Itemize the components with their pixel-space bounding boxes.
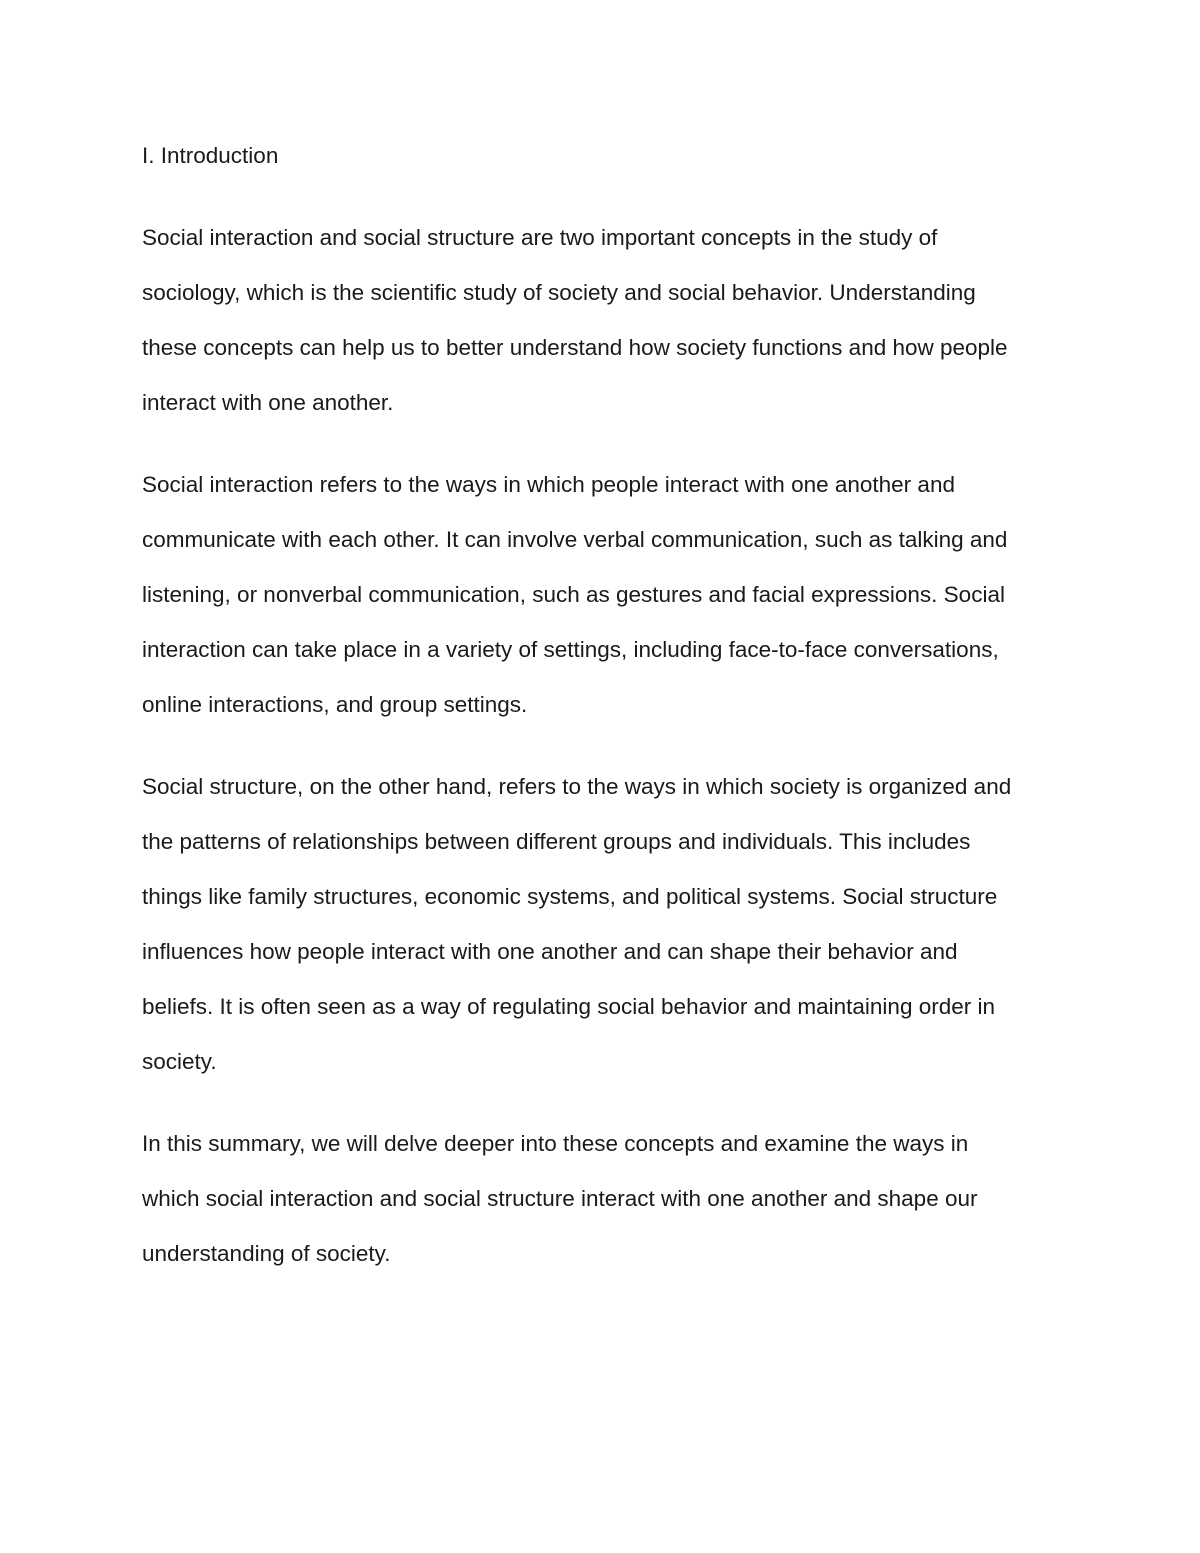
paragraph-line: beliefs. It is often seen as a way of regulating social behavior and maintaining order in: [142, 994, 996, 1019]
paragraph-line: the patterns of relationships between different groups and individuals. This includes: [142, 829, 971, 854]
paragraph-line: interact with one another.: [142, 390, 394, 415]
paragraph-2: [142, 457, 1072, 732]
paragraph-line: understanding of society.: [142, 1241, 391, 1266]
paragraph-4: [142, 1116, 1072, 1281]
paragraph-line: sociology, which is the scientific study of society and social behavior. Understanding: [142, 280, 976, 305]
paragraph-line: which social interaction and social structure interact with one another and shape our: [142, 1186, 978, 1211]
paragraph-line: Social structure, on the other hand, refers to the ways in which society is organized and: [142, 774, 1012, 799]
paragraph-line: interaction can take place in a variety of settings, including face-to-face conversations,: [142, 637, 999, 662]
paragraph-line: online interactions, and group settings.: [142, 692, 528, 717]
paragraph-line: communicate with each other. It can involve verbal communication, such as talking and: [142, 527, 1008, 552]
paragraph-line: these concepts can help us to better understand how society functions and how people: [142, 335, 1008, 360]
paragraph-line: society.: [142, 1049, 217, 1074]
paragraph-line: In this summary, we will delve deeper into these concepts and examine the ways in: [142, 1131, 969, 1156]
document-page: [142, 128, 1072, 1308]
paragraph-line: things like family structures, economic systems, and political systems. Social structure: [142, 884, 998, 909]
paragraph-line: influences how people interact with one another and can shape their behavior and: [142, 939, 958, 964]
section-heading: I. Introduction: [142, 143, 279, 168]
paragraph-1: [142, 210, 1072, 430]
paragraph-line: Social interaction and social structure are two important concepts in the study of: [142, 225, 938, 250]
paragraph-line: Social interaction refers to the ways in which people interact with one another and: [142, 472, 955, 497]
paragraph-3: [142, 759, 1072, 1089]
paragraph-line: listening, or nonverbal communication, such as gestures and facial expressions. Social: [142, 582, 1005, 607]
